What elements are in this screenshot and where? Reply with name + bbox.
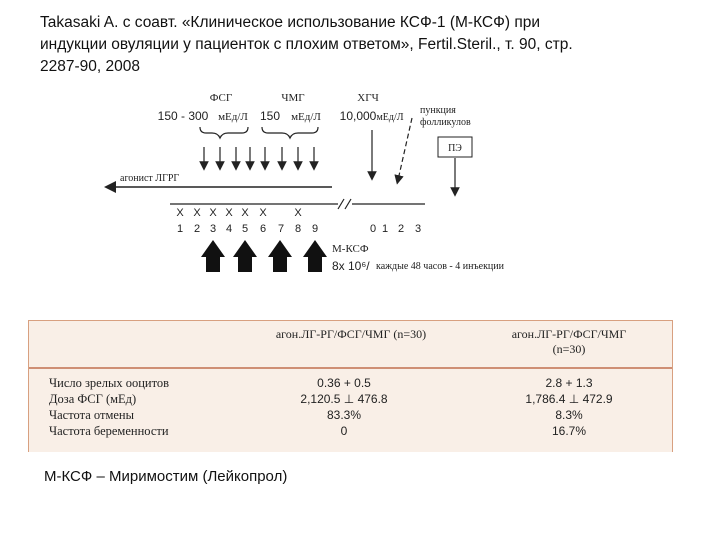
mcsf-schedule: каждые 48 часов - 4 инъекции [376, 261, 504, 272]
day-number: 9 [311, 223, 319, 235]
day-number: 8 [294, 223, 302, 235]
hcg-label: ХГЧ [357, 92, 379, 104]
table-cell: 2,120.5 ⊥ 476.8 [300, 392, 388, 406]
fsh-bracket [200, 127, 248, 138]
footnote: М-КСФ – Миримостим (Лейкопрол) [44, 468, 288, 485]
x-mark: X [176, 207, 184, 219]
table-cell: 83.3% [326, 408, 362, 422]
x-mark: X [193, 207, 201, 219]
day-number: 2 [397, 223, 405, 235]
results-table [28, 320, 673, 452]
day-number: 7 [277, 223, 285, 235]
hmg-bracket [262, 127, 318, 138]
hcg-dose-unit: мЕд/Л [376, 112, 404, 123]
hmg-injection-arrows [265, 147, 314, 166]
puncture-label-b: фолликулов [420, 117, 471, 128]
table-cell: 16.7% [551, 424, 587, 438]
x-mark: X [259, 207, 267, 219]
x-mark: X [225, 207, 233, 219]
table-cell: 0.36 + 0.5 [317, 376, 371, 390]
puncture-arrow [398, 118, 412, 180]
row-label: Частота отмены [49, 408, 134, 422]
header-separator [29, 367, 672, 369]
row-label: Частота беременности [49, 424, 169, 438]
fsh-dose-unit: мЕд/Л [218, 111, 248, 123]
x-mark: X [241, 207, 249, 219]
col2-header-line-2: (n=30) [552, 342, 586, 356]
hmg-dose-unit: мЕд/Л [291, 111, 321, 123]
day-number: 0 [369, 223, 377, 235]
hmg-dose: 150 [259, 109, 281, 123]
day-number: 6 [259, 223, 267, 235]
day-number: 5 [241, 223, 249, 235]
day-number: 1 [381, 223, 389, 235]
row-label: Доза ФСГ (мЕд) [49, 392, 137, 406]
table-cell: 0 [340, 424, 348, 438]
timeline-break [338, 199, 351, 209]
day-number: 3 [209, 223, 217, 235]
col2-header [469, 327, 669, 357]
mcsf-dose: 8x 10⁶/ [332, 259, 370, 273]
x-mark: X [209, 207, 217, 219]
row-label: Число зрелых ооцитов [49, 376, 170, 390]
citation-line-3: 2287-90, 2008 [40, 58, 140, 75]
day-number: 1 [176, 223, 184, 235]
ivf-label: ПЭ [448, 143, 462, 154]
puncture-label-a: пункция [420, 105, 456, 116]
fsh-injection-arrows [204, 147, 250, 166]
mcsf-injection-arrows [201, 240, 327, 272]
hcg-dose: 10,000 [339, 109, 377, 123]
table-cell: 1,786.4 ⊥ 472.9 [525, 392, 613, 406]
agonist-label: агонист ЛГРГ [120, 173, 180, 184]
table-cell: 8.3% [555, 408, 583, 422]
day-number: 3 [414, 223, 422, 235]
day-number: 2 [193, 223, 201, 235]
table-cell: 2.8 + 1.3 [545, 376, 593, 390]
hmg-label: ЧМГ [281, 92, 305, 104]
citation-line-1: Takasaki A. с соавт. «Клиническое использование КСФ-1 (М-КСФ) при [40, 14, 541, 31]
fsh-dose-range: 150 - 300 [157, 109, 209, 123]
x-mark: X [294, 207, 302, 219]
citation-line-2: индукции овуляции у пациенток с плохим ответом», Fertil.Steril., т. 90, стр. [40, 36, 573, 53]
mcsf-label: М-КСФ [332, 243, 369, 255]
col2-header-line-1: агон.ЛГ-РГ/ФСГ/ЧМГ [511, 327, 627, 341]
fsh-label: ФСГ [209, 92, 233, 104]
col1-header: агон.ЛГ-РГ/ФСГ/ЧМГ (n=30) [275, 327, 427, 341]
day-number: 4 [225, 223, 233, 235]
